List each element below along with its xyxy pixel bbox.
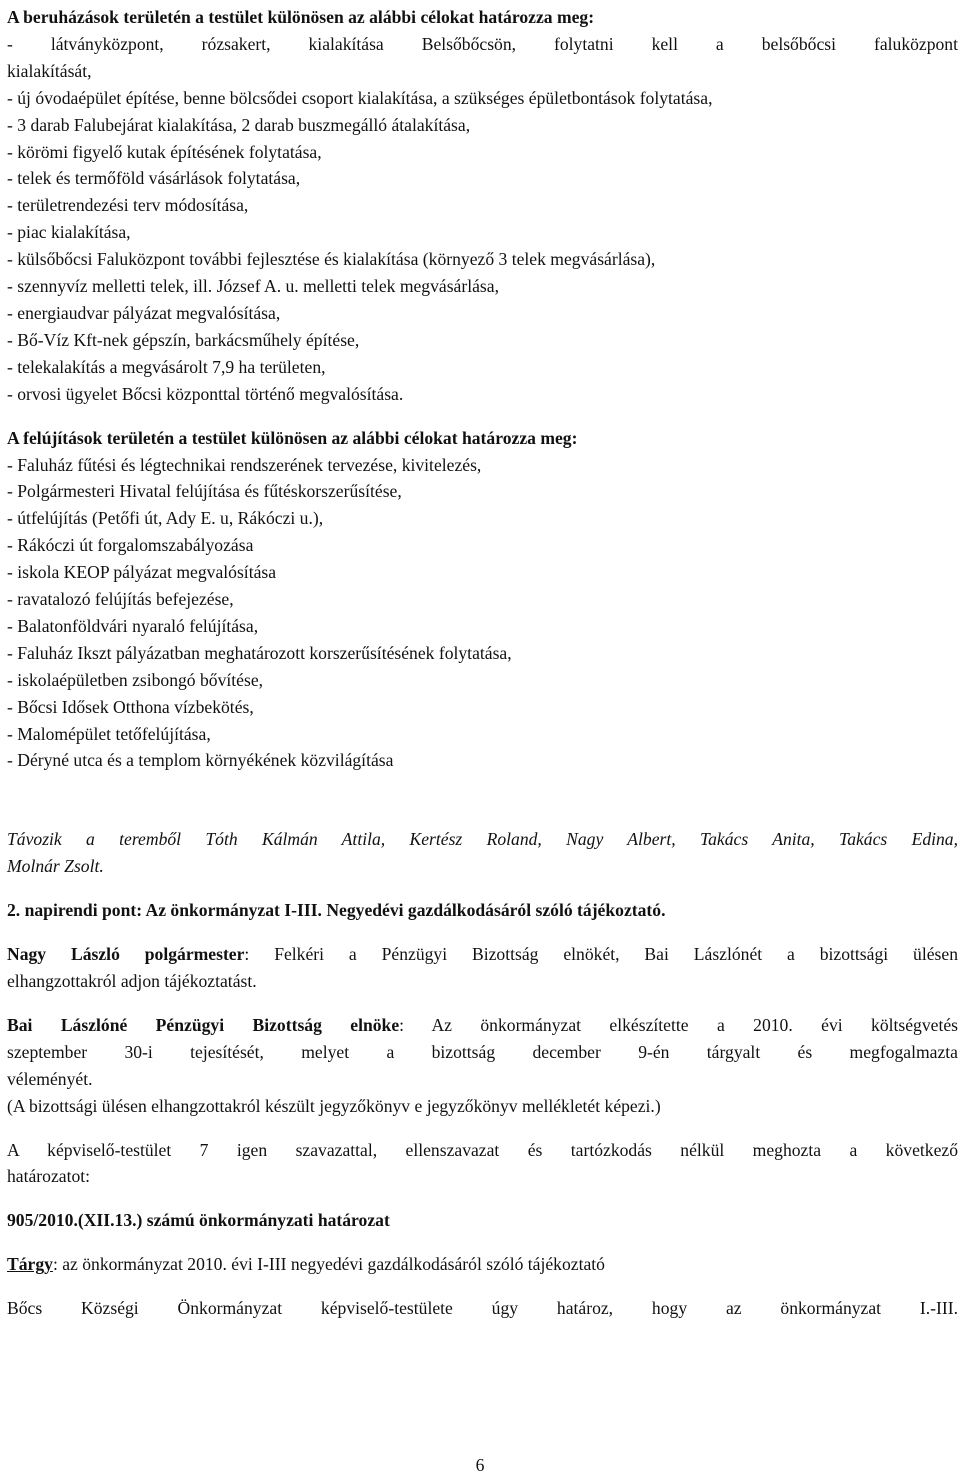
investment-item: - új óvodaépület építése, benne bölcsődei csoport kialakítása, a szükséges épületbontások folytatása,: [7, 87, 713, 108]
investment-item: - látványközpont, rózsakert, kialakítása Belsőbőcsön, folytatni kell a belsőbőcsi faluközpont: [7, 33, 958, 54]
investment-item: - területrendezési terv módosítása,: [7, 195, 249, 216]
investment-item: - Bő-Víz Kft-nek gépszín, barkácsműhely építése,: [7, 329, 360, 350]
resolution-subject: [7, 1251, 958, 1278]
investment-item: - telek és termőföld vásárlások folytatása,: [7, 168, 301, 189]
renovation-item: - ravatalozó felújítás befejezése,: [7, 589, 234, 610]
investment-item: - körömi figyelő kutak építésének folytatása,: [7, 141, 322, 162]
renovation-item: - Polgármesteri Hivatal felújítása és fűtéskorszerűsítése,: [7, 481, 402, 502]
subject-text: : az önkormányzat 2010. évi I-III negyedévi gazdálkodásáról szóló tájékoztató: [52, 1254, 605, 1275]
renovations-heading: A felújítások területén a testület különösen az alábbi célokat határozza meg:: [7, 427, 578, 448]
document-page: [7, 4, 958, 1322]
vote-result-cont: határozatot:: [7, 1166, 91, 1187]
chair-statement-note: (A bizottsági ülésen elhangzottakról készült jegyzőkönyv e jegyzőkönyv mellékletét képezi.): [7, 1095, 661, 1116]
statement-text: : Az önkormányzat elkészítette a 2010. évi költségvetés: [399, 1014, 958, 1035]
investment-item: - energiaudvar pályázat megvalósítása,: [7, 302, 281, 323]
mayor-statement: [7, 941, 958, 968]
renovation-item: - Déryné utca és a templom környékének közvilágítása: [7, 750, 394, 771]
investment-item: - telekalakítás a megvásárolt 7,9 ha területen,: [7, 356, 326, 377]
chair-statement-cont: szeptember 30-i tejesítését, melyet a bizottság december 9-én tárgyalt és megfogalmazta: [7, 1041, 958, 1062]
investment-item: - 3 darab Falubejárat kialakítása, 2 darab buszmegálló átalakítása,: [7, 114, 471, 135]
renovation-item: - Faluház Ikszt pályázatban meghatározott korszerűsítésének folytatása,: [7, 642, 512, 663]
statement-text: : Felkéri a Pénzügyi Bizottság elnökét, Bai Lászlónét a bizottsági ülésen: [244, 944, 958, 965]
renovation-item: - iskola KEOP pályázat megvalósítása: [7, 562, 277, 583]
resolution-text: Bőcs Községi Önkormányzat képviselő-testülete úgy határoz, hogy az önkormányzat I.-III.: [7, 1298, 958, 1319]
investment-item: - szennyvíz melletti telek, ill. József A. u. melletti telek megvásárlása,: [7, 276, 499, 297]
investments-heading: A beruházások területén a testület különösen az alábbi célokat határozza meg:: [7, 7, 595, 27]
departure-note: Távozik a teremből Tóth Kálmán Attila, Kertész Roland, Nagy Albert, Takács Anita, Takács Edina,: [7, 829, 958, 850]
investment-item: kialakítását,: [7, 60, 92, 81]
chair-statement: [7, 1012, 958, 1039]
renovation-item: - útfelújítás (Petőfi út, Ady E. u, Rákóczi u.),: [7, 508, 324, 529]
page-number: 6: [475, 1455, 485, 1475]
investment-item: - külsőbőcsi Faluközpont további fejlesztése és kialakítása (környező 3 telek megvásárlása),: [7, 249, 656, 270]
renovation-item: - Malomépület tetőfelújítása,: [7, 723, 211, 744]
renovation-item: - Bőcsi Idősek Otthona vízbekötés,: [7, 696, 254, 717]
vote-result: A képviselő-testület 7 igen szavazattal, ellenszavazat és tartózkodás nélkül meghozta a következő: [7, 1139, 958, 1160]
chair-statement-cont: véleményét.: [7, 1068, 93, 1089]
renovation-item: - Balatonföldvári nyaraló felújítása,: [7, 615, 259, 636]
investment-item: - orvosi ügyelet Bőcsi központtal történő megvalósítása.: [7, 383, 404, 404]
resolution-number: 905/2010.(XII.13.) számú önkormányzati határozat: [7, 1210, 390, 1231]
renovation-item: - Rákóczi út forgalomszabályozása: [7, 535, 254, 556]
speaker-name: Nagy László polgármester: [7, 944, 245, 965]
speaker-name: Bai Lászlóné Pénzügyi Bizottság elnöke: [7, 1014, 400, 1035]
departure-note-cont: Molnár Zsolt.: [7, 856, 104, 877]
renovation-item: - iskolaépületben zsibongó bővítése,: [7, 669, 264, 690]
subject-label: Tárgy: [7, 1254, 53, 1275]
mayor-statement-cont: elhangzottakról adjon tájékoztatást.: [7, 971, 257, 991]
investment-item: - piac kialakítása,: [7, 222, 131, 243]
renovation-item: - Faluház fűtési és légtechnikai rendszerének tervezése, kivitelezés,: [7, 454, 482, 475]
agenda-item-title: 2. napirendi pont: Az önkormányzat I-III. Negyedévi gazdálkodásáról szóló tájékoztató.: [7, 900, 666, 921]
